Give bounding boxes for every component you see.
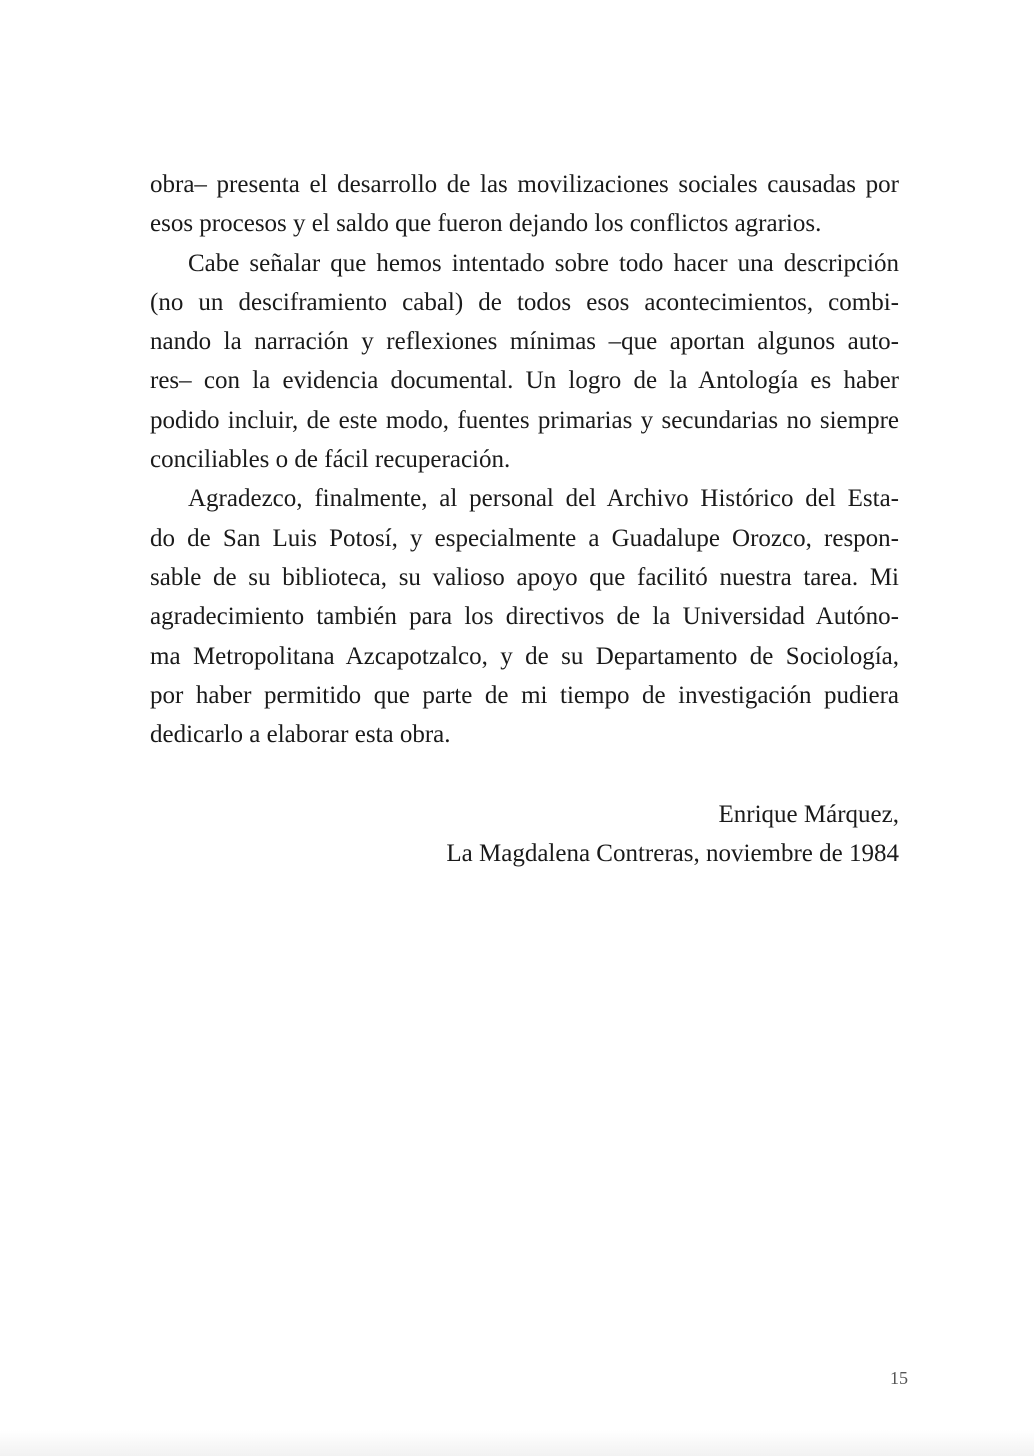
text-line: agradecimiento también para los directivos de la Universidad Autóno- [150,603,899,631]
text-line: do de San Luis Potosí, y especialmente a Guadalupe Orozco, respon- [150,524,899,552]
text-line: por haber permitido que parte de mi tiempo de investigación pudiera [150,681,899,709]
text-line: conciliables o de fácil recuperación. [150,446,511,474]
text-line: dedicarlo a elaborar esta obra. [150,721,451,749]
text-line: nando la narración y reflexiones mínimas –que aportan algunos auto- [150,328,899,356]
page-edge-shadow [0,1430,1034,1456]
text-line: ma Metropolitana Azcapotzalco, y de su Departamento de Sociología, [150,642,899,670]
text-line: Agradezco, finalmente, al personal del Archivo Histórico del Esta- [188,485,899,513]
page-number: 15 [890,1368,908,1388]
text-line: res– con la evidencia documental. Un logro de la Antología es haber [150,367,899,395]
text-line: sable de su biblioteca, su valioso apoyo que facilitó nuestra tarea. Mi [150,563,899,591]
body-text [150,165,899,754]
text-line: Cabe señalar que hemos intentado sobre todo hacer una descripción [188,249,899,277]
author-name: Enrique Márquez, [718,801,899,828]
text-line: (no un desciframiento cabal) de todos esos acontecimientos, combi- [150,288,899,316]
signature-block [446,795,899,874]
place-date: La Magdalena Contreras, noviembre de 1984 [446,840,899,868]
text-line: obra– presenta el desarrollo de las movilizaciones sociales causadas por [150,171,899,198]
text-line: podido incluir, de este modo, fuentes primarias y secundarias no siempre [150,406,899,434]
text-line: esos procesos y el saldo que fueron dejando los conflictos agrarios. [150,210,822,238]
